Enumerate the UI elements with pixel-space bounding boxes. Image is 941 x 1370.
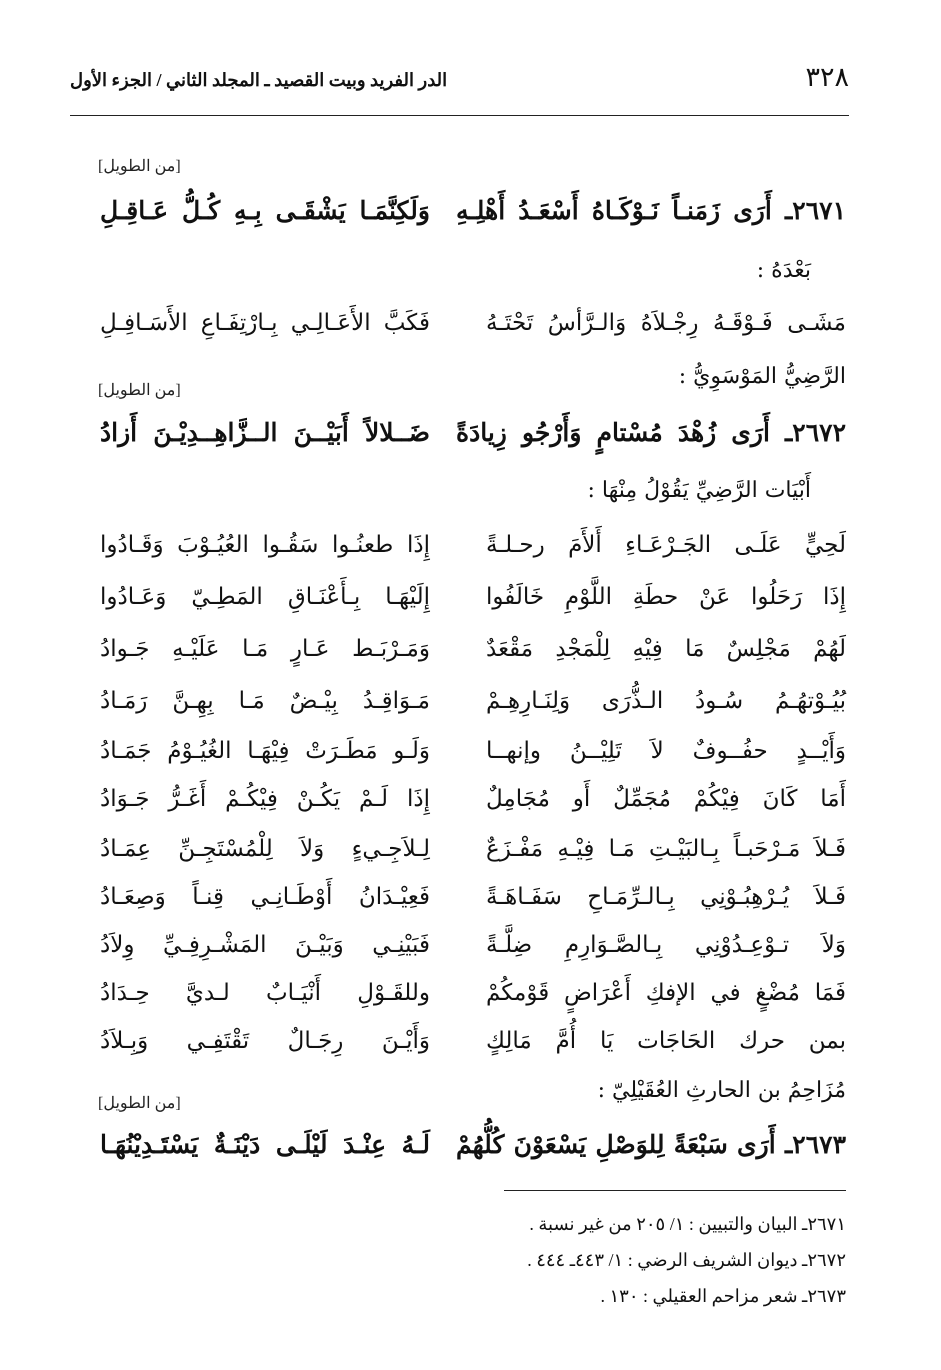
verse-first-hemistich: إِذَا رَحَلُوا عَنْ حطَةِ اللَّوْمِ خَالَفُوا	[486, 584, 846, 610]
verse-2671	[100, 196, 846, 236]
after-label: بَعْدَهُ :	[756, 258, 811, 283]
verse-first-hemistich: ٢٦٧٣ـ أَرَى سَبْعَةً لِلوَصْلِ يَسْعَوْنَ كُلُّهُمْ	[456, 1130, 846, 1159]
verse-first-hemistich: فَمَا مُضْغٍ في الإفكِ أَعْرَاضٍ قَوْمكُمْ	[486, 980, 846, 1006]
poem-line	[100, 532, 846, 572]
verse-second-hemistich: فَبَيْنِـي وَبَيْـنَ المَشْـرِفِـيِّ وِلاَدُ	[100, 932, 430, 958]
verse-after	[100, 310, 846, 350]
running-title: الدر الفريد وبيت القصيد ـ المجلد الثاني / الجزء الأول	[70, 70, 448, 90]
poem-line	[100, 884, 846, 924]
verse-second-hemistich: وَأَيْـنَ رِجَـالٌ تَقْتَفِـي وَبِـلاَدُ	[100, 1028, 430, 1054]
footnote-rule	[504, 1190, 846, 1191]
verse-second-hemistich: وللقَـوْلِ أَنْيَـابٌ لـديَّ حِـدَادُ	[100, 980, 430, 1006]
poem-line	[100, 738, 846, 778]
verse-first-hemistich: ٢٦٧٢ـ أَرَى زُهْدَ مُسْتامٍ وَأَرْجُو زِيادَةً	[456, 418, 846, 447]
verse-2672	[100, 418, 846, 458]
verse-second-hemistich: إِذَا لَـمْ يَكُـنْ فِيْكُـمْ أَغَـرُّ جَـوَادُ	[100, 786, 430, 812]
verse-second-hemistich: وَمَـرْبَـط عَـارٍ مَـا عَلَيْـهِ جَـوادُ	[100, 636, 430, 662]
poem-line	[100, 1028, 846, 1068]
verse-first-hemistich: فَـلاَ يُـرْهِبُـوْنِي بِـالـرِّمَـاحِ سَفَـاهَـةً	[486, 884, 846, 910]
verse-second-hemistich: لَـهُ عِنْـدَ لَيْلَـى دَيْنَـةٌ يَسْتَـدِيْنُهَـا	[100, 1130, 430, 1159]
meter-label: [من الطويل]	[98, 1095, 181, 1112]
page-header	[70, 58, 849, 108]
meter-label: [من الطويل]	[98, 382, 181, 399]
poet-name: الرَّضِيُّ المَوْسَوِيُّ :	[678, 364, 846, 389]
poem-line	[100, 980, 846, 1020]
footnote: ٢٦٧٢ـ ديوان الشريف الرضي : ١/ ٤٤٣ـ ٤٤٤ .	[527, 1250, 846, 1270]
poem-line	[100, 932, 846, 972]
verse-second-hemistich: فَكَبَّ الأَعَـالِـي بِـارْتِفَـاعِ الأَسَـافِـلِ	[100, 310, 430, 336]
verse-first-hemistich: فَـلاَ مَـرْحَبـاً بِـالبَيْـتِ مَـا فِيْـهِ مَفْـزَعٌ	[486, 836, 846, 862]
footnote: ٢٦٧١ـ البيان والتبيين : ١/ ٢٠٥ من غير نسبة .	[529, 1214, 846, 1234]
page-number: ٣٢٨	[805, 62, 849, 93]
verse-second-hemistich: إِلَيْهَـا بِـأَعْنَـاقِ المَطِـيّ وَعَـادُوا	[100, 584, 430, 610]
poem-line	[100, 786, 846, 826]
verse-second-hemistich: وَلَكِنَّمَـا يَشْقَـى بِـهِ كُـلُّ عَـاقِـلِ	[100, 196, 430, 225]
poem-intro: أَبْيَات الرَّضِيِّ يَقُوْلُ مِنْهَا :	[587, 478, 811, 503]
footnote: ٢٦٧٣ـ شعر مزاحم العقيلي : ١٣٠ .	[600, 1286, 846, 1306]
poet-name: مُزَاحِمُ بن الحارثِ العُقَيْلِيّ :	[597, 1078, 846, 1103]
verse-first-hemistich: لَهُمْ مَجْلِسٌ مَا فِيْهِ لِلْمَجْدِ مَقْعَدٌ	[486, 636, 846, 662]
verse-second-hemistich: مَـوَاقِـدُ بِيْـضٌ مَـا بِهِـنَّ رَمَـادُ	[100, 688, 430, 714]
poem-line	[100, 836, 846, 876]
verse-first-hemistich: أَمَا كَانَ فِيْكُمْ مُجَمِّلٌ أَو مُجَامِلٌ	[486, 786, 846, 812]
verse-first-hemistich: ٢٦٧١ـ أَرَى زَمَنـاً نَـوْكَـاهُ أَسْعَـدُ أَهْلِـهِ	[456, 196, 846, 225]
poem-line	[100, 688, 846, 728]
verse-2673	[100, 1130, 846, 1170]
meter-label: [من الطويل]	[98, 158, 181, 175]
verse-first-hemistich: وَأَيْــدٍ حفُــوفٌ لاَ تَلِيْــنُ وإنهــا	[486, 738, 846, 764]
verse-first-hemistich: وَلاَ تـوْعِـدُوْنِي بِـالصَّـوَارِمِ ضِلَّـةً	[486, 932, 846, 958]
verse-first-hemistich: بُيُـوْتهُـمُ سُـودُ الـذُّرَى وَلِنَـارِهِـمْ	[486, 688, 846, 714]
poem-line	[100, 584, 846, 624]
verse-first-hemistich: بمن حرك الحَاجَات يَا أُمَّ مَالِكٍ	[486, 1028, 846, 1054]
verse-second-hemistich: ضَــلالاً أَبَيْــنَ الــزَّاهِــدِيْـنَ أَزادُ	[100, 418, 430, 447]
verse-second-hemistich: لِـلاَجِـيءٍ وَلاَ لِلْمُسْتَجِـنِّ عِمَـادُ	[100, 836, 430, 862]
poem-line	[100, 636, 846, 676]
verse-second-hemistich: وَلَـو مَطَـرَتْ فِيْهَـا الغُيُـوْمُ جَمَـادُ	[100, 738, 430, 764]
verse-first-hemistich: لَحِيٍّ عَلَـى الجَـرْعَـاءِ أَلأَمَ رحـلـةً	[486, 532, 846, 558]
verse-second-hemistich: فَعِيْـدَانُ أَوْطَـانِـي قِنـاً وَصِعَـادُ	[100, 884, 430, 910]
verse-first-hemistich: مَشَـى فَـوْقَـهُ رِجْـلاَهُ وَالـرَّأسُ تَحْتَـهُ	[486, 310, 846, 336]
verse-second-hemistich: إِذَا طعنُـوا سَقُـوا العُيُـوْبَ وَقَـادُوا	[100, 532, 430, 558]
header-rule	[70, 115, 849, 116]
